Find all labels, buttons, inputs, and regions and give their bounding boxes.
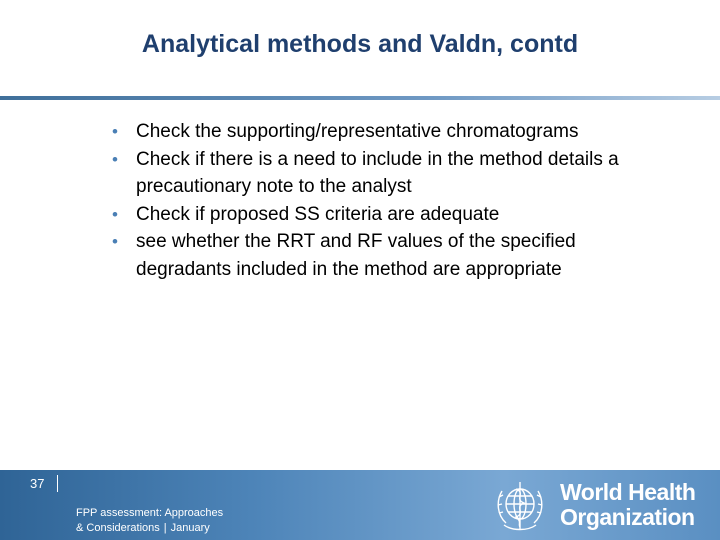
footer-caption (76, 506, 266, 536)
page-number: 37 (30, 476, 45, 491)
bullet-list (112, 118, 672, 283)
footer-caption-line1: FPP assessment: Approaches (76, 507, 224, 519)
bullet-item (112, 118, 672, 146)
who-logo-line2: Organization (560, 504, 695, 530)
bullet-text: see whether the RRT and RF values of the specified degradants included in the method are appropriate (136, 231, 576, 280)
footer-caption-part2: January (170, 522, 210, 534)
footer-bar (0, 470, 720, 540)
bullet-text: Check if proposed SS criteria are adequate (136, 203, 500, 225)
bullet-marker-icon: • (112, 232, 118, 251)
footer-caption-separator: | (163, 522, 167, 534)
bullet-marker-icon: • (112, 149, 118, 169)
footer-divider (57, 475, 58, 492)
bullet-marker-icon: • (112, 204, 118, 224)
slide-title: Analytical methods and Valdn, contd (141, 30, 579, 58)
bullet-marker-icon: • (112, 122, 118, 141)
bullet-item (112, 146, 672, 201)
bullet-item (112, 201, 672, 229)
footer-caption-part1: & Considerations (76, 522, 160, 534)
bullet-item (112, 228, 672, 283)
who-logo-text (560, 480, 695, 530)
footer-caption-line2 (76, 521, 266, 536)
who-logo-line1: World Health (560, 479, 696, 505)
bullet-text: Check the supporting/representative chromatograms (136, 121, 579, 142)
who-emblem-icon (488, 477, 552, 535)
title-divider (0, 96, 720, 100)
bullet-text: Check if there is a need to include in the method details a precautionary note to the analyst (136, 148, 619, 197)
